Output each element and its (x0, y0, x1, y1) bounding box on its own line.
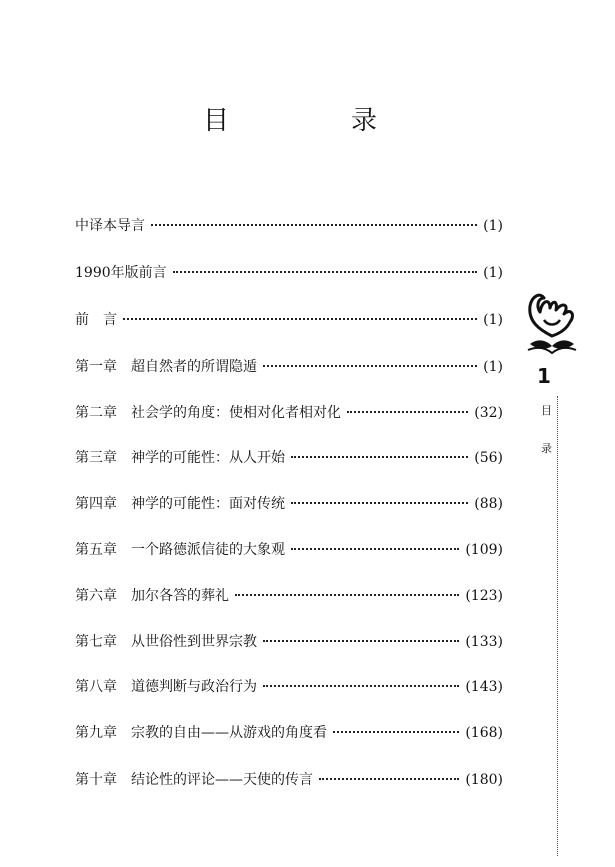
toc-entry[interactable] (75, 355, 503, 379)
toc-entry-title: 前 言 (75, 312, 117, 328)
toc-leader-dots (333, 731, 459, 733)
toc-leader-dots (319, 778, 459, 780)
running-header-char: 录 (541, 442, 552, 455)
toc-entry-page: (1) (483, 265, 503, 281)
flame-logo-icon (524, 290, 580, 356)
toc-entry-title: 宗教的自由——从游戏的角度看 (131, 725, 327, 741)
toc-leader-dots (291, 548, 459, 550)
toc-entry[interactable] (75, 675, 503, 699)
toc-leader-dots (123, 318, 477, 320)
toc-entry-title: 神学的可能性：面对传统 (131, 496, 285, 512)
toc-leader-dots (263, 685, 459, 687)
toc-entry[interactable] (75, 492, 503, 516)
toc-leader-dots (291, 502, 468, 504)
toc-chapter-number: 第七章 (75, 634, 117, 650)
toc-entry-page: (180) (465, 772, 503, 788)
toc-chapter-number: 第九章 (75, 725, 117, 741)
toc-leader-dots (151, 224, 477, 226)
toc-entry-page: (133) (465, 634, 503, 650)
toc-entry-title: 超自然者的所谓隐遁 (131, 359, 257, 375)
toc-entry-title: 中译本导言 (75, 218, 145, 234)
toc-leader-dots (263, 640, 459, 642)
toc-entry[interactable] (75, 308, 503, 332)
toc-entry-title: 神学的可能性：从人开始 (131, 450, 285, 466)
toc-chapter-number: 第一章 (75, 359, 117, 375)
toc-entry[interactable] (75, 538, 503, 562)
toc-entry-page: (109) (465, 542, 503, 558)
toc-leader-dots (291, 456, 468, 458)
margin-dotted-rule (557, 396, 558, 856)
toc-entry[interactable] (75, 261, 503, 285)
toc-entry-title: 1990年版前言 (75, 265, 167, 281)
toc-entry-title: 加尔各答的葬礼 (131, 588, 229, 604)
toc-entry-page: (123) (465, 588, 503, 604)
toc-entry-page: (1) (483, 359, 503, 375)
toc-leader-dots (235, 594, 459, 596)
toc-chapter-number: 第十章 (75, 772, 117, 788)
toc-entry-title: 道德判断与政治行为 (131, 679, 257, 695)
toc-entry-title: 社会学的角度：使相对化者相对化 (131, 405, 341, 421)
toc-entry[interactable] (75, 446, 503, 470)
toc-entry-page: (143) (465, 679, 503, 695)
toc-entry-title: 结论性的评论——天使的传言 (131, 772, 313, 788)
toc-leader-dots (347, 411, 468, 413)
toc-chapter-number: 第四章 (75, 496, 117, 512)
page-number: 1 (537, 364, 551, 388)
toc-entry[interactable] (75, 768, 503, 792)
toc-entry-page: (88) (474, 496, 503, 512)
toc-chapter-number: 第五章 (75, 542, 117, 558)
toc-entry[interactable] (75, 584, 503, 608)
toc-leader-dots (263, 365, 477, 367)
page-title: 目 录 (202, 106, 425, 136)
toc-entry-page: (168) (465, 725, 503, 741)
toc-entry-page: (56) (474, 450, 503, 466)
toc-entry-title: 从世俗性到世界宗教 (131, 634, 257, 650)
toc-entry[interactable] (75, 630, 503, 654)
toc-chapter-number: 第八章 (75, 679, 117, 695)
toc-entry[interactable] (75, 721, 503, 745)
toc-chapter-number: 第六章 (75, 588, 117, 604)
toc-entry-page: (1) (483, 218, 503, 234)
toc-chapter-number: 第二章 (75, 405, 117, 421)
toc-entry-page: (32) (474, 405, 503, 421)
toc-leader-dots (173, 271, 478, 273)
toc-entry[interactable] (75, 401, 503, 425)
toc-chapter-number: 第三章 (75, 450, 117, 466)
toc-entry-page: (1) (483, 312, 503, 328)
toc-entry-title: 一个路德派信徒的大象观 (131, 542, 285, 558)
toc-entry[interactable] (75, 214, 503, 238)
running-header-char: 目 (541, 404, 552, 417)
